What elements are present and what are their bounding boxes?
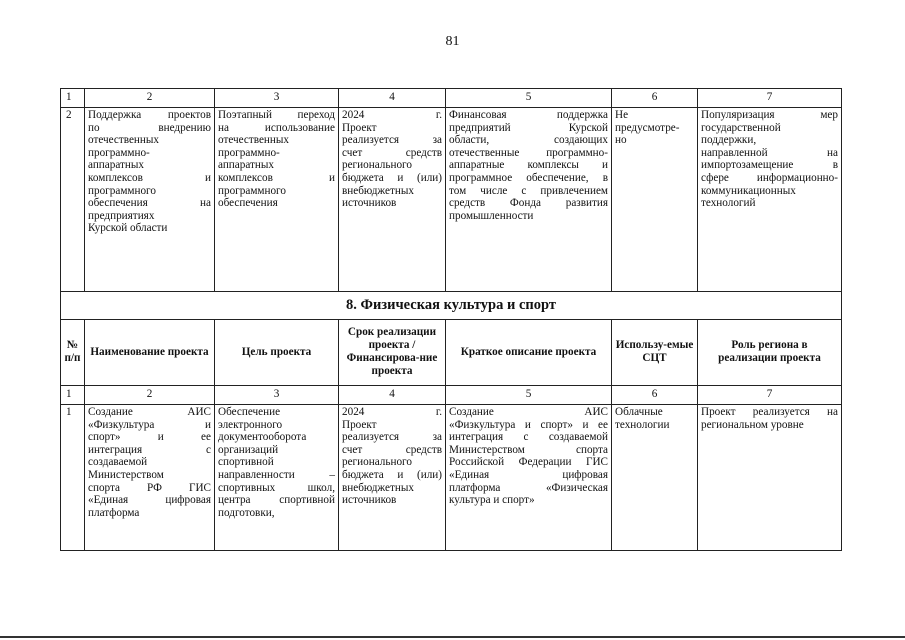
cell-line: Министерством спорта	[449, 443, 608, 456]
column-number: 1	[61, 89, 85, 108]
cell-line: сфере информационно-	[701, 171, 838, 184]
cell-line: том числе с привлечением	[449, 184, 608, 197]
cell-line: технологий	[701, 197, 756, 210]
cell-line: поддержки,	[701, 134, 757, 147]
cell-line: промышленности	[449, 209, 534, 222]
cell-line: обеспечения	[218, 197, 278, 210]
cell-line: счет средств	[342, 443, 442, 456]
table-row	[61, 405, 842, 551]
column-number: 3	[215, 89, 339, 108]
cell-line: программного	[88, 184, 156, 197]
column-number: 5	[446, 386, 612, 405]
section-title: 8. Физическая культура и спорт	[61, 292, 842, 320]
cell-line: предприятиях	[88, 209, 155, 222]
cell-line: счет средств	[342, 146, 442, 159]
cell-line: комплексов и	[218, 171, 335, 184]
project-term-cell	[339, 108, 446, 292]
technologies-cell	[612, 108, 698, 292]
cell-line: регионального	[342, 159, 412, 172]
cell-line: Поэтапный переход	[218, 109, 335, 121]
cell-line: 2024 г.	[342, 109, 442, 121]
cell-line: бюджета и (или)	[342, 468, 442, 481]
region-role-cell	[698, 405, 842, 551]
row-number-cell: 2	[61, 108, 85, 292]
column-number-row	[61, 89, 842, 108]
cell-line: аппаратных	[218, 159, 275, 172]
column-number: 6	[612, 89, 698, 108]
section-row	[61, 292, 842, 320]
project-name-cell	[85, 405, 215, 551]
project-description-cell	[446, 108, 612, 292]
page-edge-line	[0, 636, 905, 638]
cell-line: Создание АИС	[88, 406, 211, 418]
header-goal: Цель проекта	[215, 320, 339, 386]
cell-line: направленности –	[218, 468, 335, 481]
cell-line: аппаратные комплексы и	[449, 159, 608, 172]
cell-line: внебюджетных	[342, 481, 414, 494]
cell-line: обеспечения на	[88, 197, 211, 210]
cell-line: «Единая цифровая	[88, 494, 211, 507]
cell-line: платформа	[88, 506, 140, 519]
cell-line: технологии	[615, 418, 670, 431]
cell-line: Популяризация мер	[701, 109, 838, 121]
cell-line: предприятий Курской	[449, 121, 608, 134]
column-number: 7	[698, 89, 842, 108]
cell-line: программно-	[88, 146, 150, 159]
cell-line: аппаратных	[88, 159, 145, 172]
column-number: 2	[85, 386, 215, 405]
column-number-row	[61, 386, 842, 405]
cell-line: Проект реализуется на	[701, 406, 838, 418]
header-num: № п/п	[61, 320, 85, 386]
cell-line: электронного	[218, 418, 283, 431]
cell-line: Министерством	[88, 468, 164, 481]
header-technologies: Использу-емые СЦТ	[612, 320, 698, 386]
cell-line: отечественные программно-	[449, 146, 608, 159]
cell-line: 2024 г.	[342, 406, 442, 418]
cell-line: Поддержка проектов	[88, 109, 211, 121]
cell-line: культура и спорт»	[449, 494, 535, 507]
project-term-cell	[339, 405, 446, 551]
cell-line: коммуникационных	[701, 184, 796, 197]
column-number: 6	[612, 386, 698, 405]
table-row	[61, 108, 842, 292]
cell-line: Курской области	[88, 222, 168, 235]
column-number: 2	[85, 89, 215, 108]
cell-line: спортивной	[218, 456, 274, 469]
cell-line: Проект	[342, 418, 377, 431]
cell-line: по внедрению	[88, 121, 211, 134]
column-number: 1	[61, 386, 85, 405]
projects-table	[60, 88, 842, 551]
project-goal-cell	[215, 108, 339, 292]
cell-line: «Физкультура и	[88, 418, 211, 431]
cell-line: организаций	[218, 443, 279, 456]
cell-line: интеграция с создаваемой	[449, 431, 608, 444]
header-row	[61, 320, 842, 386]
cell-line: источников	[342, 197, 397, 210]
cell-line: региональном уровне	[701, 418, 804, 431]
page-number: 81	[445, 34, 460, 49]
cell-line: Создание АИС	[449, 406, 608, 418]
cell-line: Облачные	[615, 406, 663, 418]
cell-line: реализуется за	[342, 431, 442, 444]
cell-line: направленной на	[701, 146, 838, 159]
cell-line: области, создающих	[449, 134, 608, 147]
technologies-cell	[612, 405, 698, 551]
cell-line: импортозамещение в	[701, 159, 838, 172]
cell-line: создаваемой	[88, 456, 148, 469]
cell-line: интеграция с	[88, 443, 211, 456]
cell-line: отечественных	[88, 134, 160, 147]
cell-line: но	[615, 134, 627, 147]
project-goal-cell	[215, 405, 339, 551]
header-name: Наименование проекта	[85, 320, 215, 386]
cell-line: «Единая цифровая	[449, 468, 608, 481]
cell-line: бюджета и (или)	[342, 171, 442, 184]
column-number: 4	[339, 386, 446, 405]
header-region-role: Роль региона в реализации проекта	[698, 320, 842, 386]
column-number: 5	[446, 89, 612, 108]
cell-line: Российской Федерации ГИС	[449, 456, 608, 469]
cell-line: спортивных школ,	[218, 481, 335, 494]
cell-line: Не	[615, 109, 629, 121]
cell-line: государственной	[701, 121, 781, 134]
cell-line: реализуется за	[342, 134, 442, 147]
cell-line: Финансовая поддержка	[449, 109, 608, 121]
cell-line: документооборота	[218, 431, 307, 444]
region-role-cell	[698, 108, 842, 292]
cell-line: программного	[218, 184, 286, 197]
cell-line: комплексов и	[88, 171, 211, 184]
cell-line: средств Фонда развития	[449, 197, 608, 210]
cell-line: подготовки,	[218, 506, 275, 519]
cell-line: программно-	[218, 146, 280, 159]
header-description: Краткое описание проекта	[446, 320, 612, 386]
header-term: Срок реализации проекта / Финансирова-ние проекта	[339, 320, 446, 386]
cell-line: Проект	[342, 121, 377, 134]
cell-line: центра спортивной	[218, 494, 335, 507]
cell-line: спорт» и ее	[88, 431, 211, 444]
cell-line: платформа «Физическая	[449, 481, 608, 494]
cell-line: источников	[342, 494, 397, 507]
cell-line: на использование	[218, 121, 335, 134]
cell-line: внебюджетных	[342, 184, 414, 197]
cell-line: программное обеспечение, в	[449, 171, 608, 184]
row-number-cell: 1	[61, 405, 85, 551]
column-number: 3	[215, 386, 339, 405]
project-name-cell	[85, 108, 215, 292]
column-number: 7	[698, 386, 842, 405]
cell-line: спорта РФ ГИС	[88, 481, 211, 494]
column-number: 4	[339, 89, 446, 108]
cell-line: «Физкультура и спорт» и ее	[449, 418, 608, 431]
project-description-cell	[446, 405, 612, 551]
cell-line: Обеспечение	[218, 406, 281, 418]
cell-line: регионального	[342, 456, 412, 469]
cell-line: отечественных	[218, 134, 290, 147]
cell-line: предусмотре-	[615, 121, 680, 134]
